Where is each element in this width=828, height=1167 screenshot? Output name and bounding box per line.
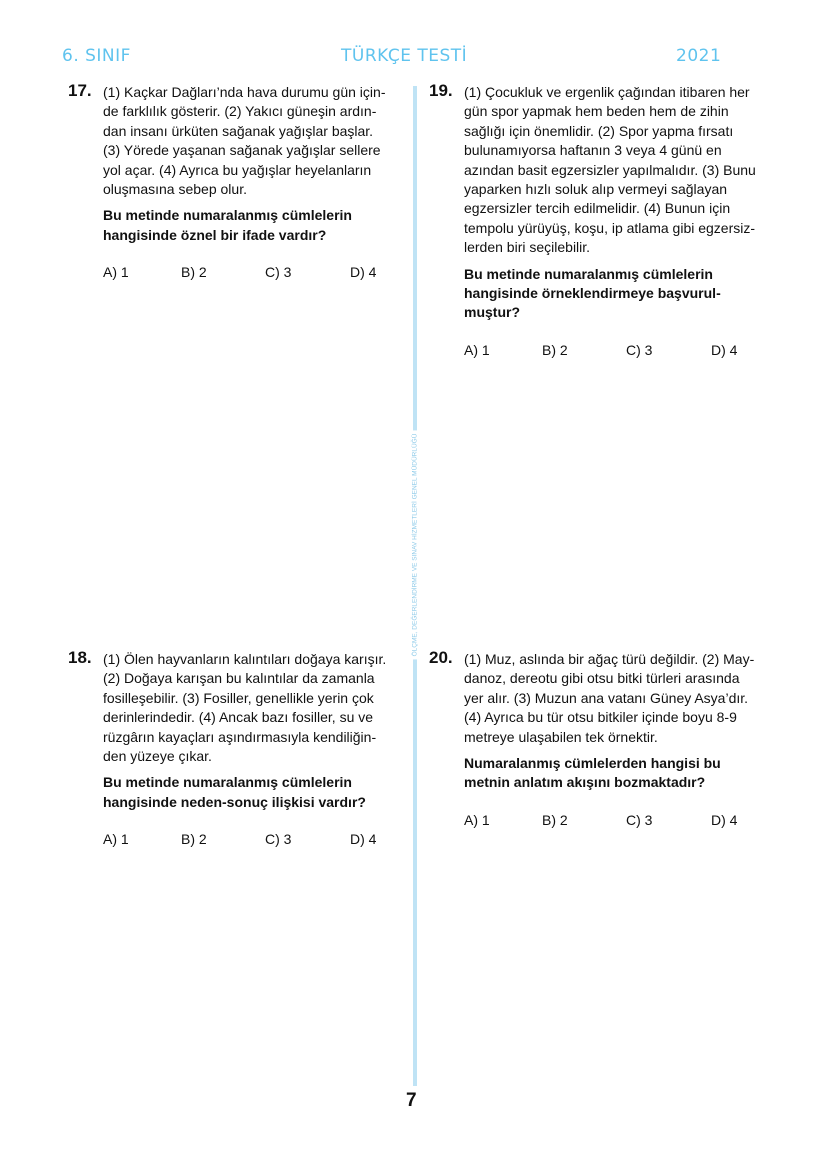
answer-option[interactable]: D) 4 [711,811,738,828]
passage-line: yer alır. (3) Muzun ana vatanı Güney Asya’dır. [464,689,749,706]
answer-option[interactable]: C) 3 [265,831,292,848]
answer-option[interactable]: D) 4 [711,341,738,358]
answer-option[interactable]: C) 3 [265,264,292,281]
passage-line: (1) Kaçkar Dağları’nda hava durumu gün için- [103,84,386,100]
answer-option[interactable]: A) 1 [464,341,490,358]
question-number: 19. [429,81,453,100]
question-prompt-line: muştur? [464,304,520,321]
grade-label: 6. SINIF [62,46,131,66]
passage-line: azından basit egzersizler yapılmalıdır. (3) Bunu [464,161,756,178]
question-prompt-line: metnin anlatım akışını bozmaktadır? [464,774,706,791]
passage-line: rüzgârın kayaçları aşındırmasıyla kendiliğin- [103,728,377,745]
passage-line: (1) Muz, aslında bir ağaç türü değildir. (2) May- [464,651,755,667]
year-label: 2021 [676,46,722,66]
passage-line: derinlerindedir. (4) Ancak bazı fosiller, su ve [103,709,374,726]
answer-option[interactable]: A) 1 [103,264,129,281]
passage-line: sağlığı için önemlidir. (2) Spor yapma fırsatı [464,122,734,139]
test-title: TÜRKÇE TESTİ [341,46,468,66]
passage-line: (1) Ölen hayvanların kalıntıları doğaya karışır. [103,651,387,667]
passage-line: (3) Yörede yaşanan sağanak yağışlar sellere [103,142,381,159]
passage-line: lerden biri seçilebilir. [464,239,591,256]
question-prompt-line: hangisinde neden-sonuç ilişkisi vardır? [103,793,366,810]
answer-option[interactable]: D) 4 [350,831,377,848]
answer-option[interactable]: D) 4 [350,264,377,281]
passage-line: yaparken hızlı soluk alıp vermeyi sağlayan [464,181,728,198]
question-prompt-line: Bu metinde numaralanmış cümlelerin [103,774,352,791]
answer-option[interactable]: B) 2 [542,341,568,358]
page-number: 7 [406,1090,417,1111]
passage-line: yol açar. (4) Ayrıca bu yağışlar heyelanların [103,161,372,178]
passage-line: gün spor yapmak hem beden hem de zihin [464,103,729,120]
passage-line: fosilleşebilir. (3) Fosiller, genellikle yerin çok [103,689,374,706]
answer-option[interactable]: C) 3 [626,811,653,828]
answer-option[interactable]: A) 1 [103,831,129,848]
passage-line: (1) Çocukluk ve ergenlik çağından itibaren her [464,84,750,100]
question-prompt-line: Bu metinde numaralanmış cümlelerin [464,265,713,282]
answer-option[interactable]: A) 1 [464,811,490,828]
question-prompt-line: hangisinde öznel bir ifade vardır? [103,226,327,243]
passage-line: (2) Doğaya karışan bu kalıntılar da zamanla [103,670,375,687]
passage-line: bulunamıyorsa haftanın 3 veya 4 günü en [464,142,722,159]
passage-line: tempolu yürüyüş, koşu, ip atlama gibi egzersiz- [464,219,756,236]
question-prompt-line: Bu metinde numaralanmış cümlelerin [103,207,352,224]
question-prompt-line: hangisinde örneklendirmeye başvurul- [464,285,721,302]
passage-line: de farklılık gösterir. (2) Yakıcı güneşin ardın- [103,103,377,120]
passage-line: oluşmasına sebep olur. [103,181,247,198]
passage-line: danoz, dereotu gibi otsu bitki türleri arasında [464,670,740,687]
answer-option[interactable]: C) 3 [626,341,653,358]
answer-option[interactable]: B) 2 [181,831,207,848]
question-number: 18. [68,648,92,667]
answer-option[interactable]: B) 2 [181,264,207,281]
side-text: ÖLÇME, DEĞERLENDİRME VE SINAV HİZMETLERİ GENEL MÜDÜRLÜĞÜ [412,431,419,660]
question-prompt-line: Numaralanmış cümlelerden hangisi bu [464,755,721,772]
passage-line: metreye ulaşabilen tek örnektir. [464,728,658,745]
answer-option[interactable]: B) 2 [542,811,568,828]
question-number: 20. [429,648,453,667]
passage-line: dan insanı ürküten sağanak yağışlar başlar. [103,122,374,139]
question-number: 17. [68,81,92,100]
passage-line: (4) Ayrıca bu tür otsu bitkiler içinde boyu 8-9 [464,709,737,726]
passage-line: den yüzeye çıkar. [103,748,212,765]
passage-line: egzersizler tercih edilmelidir. (4) Bunun için [464,200,731,217]
